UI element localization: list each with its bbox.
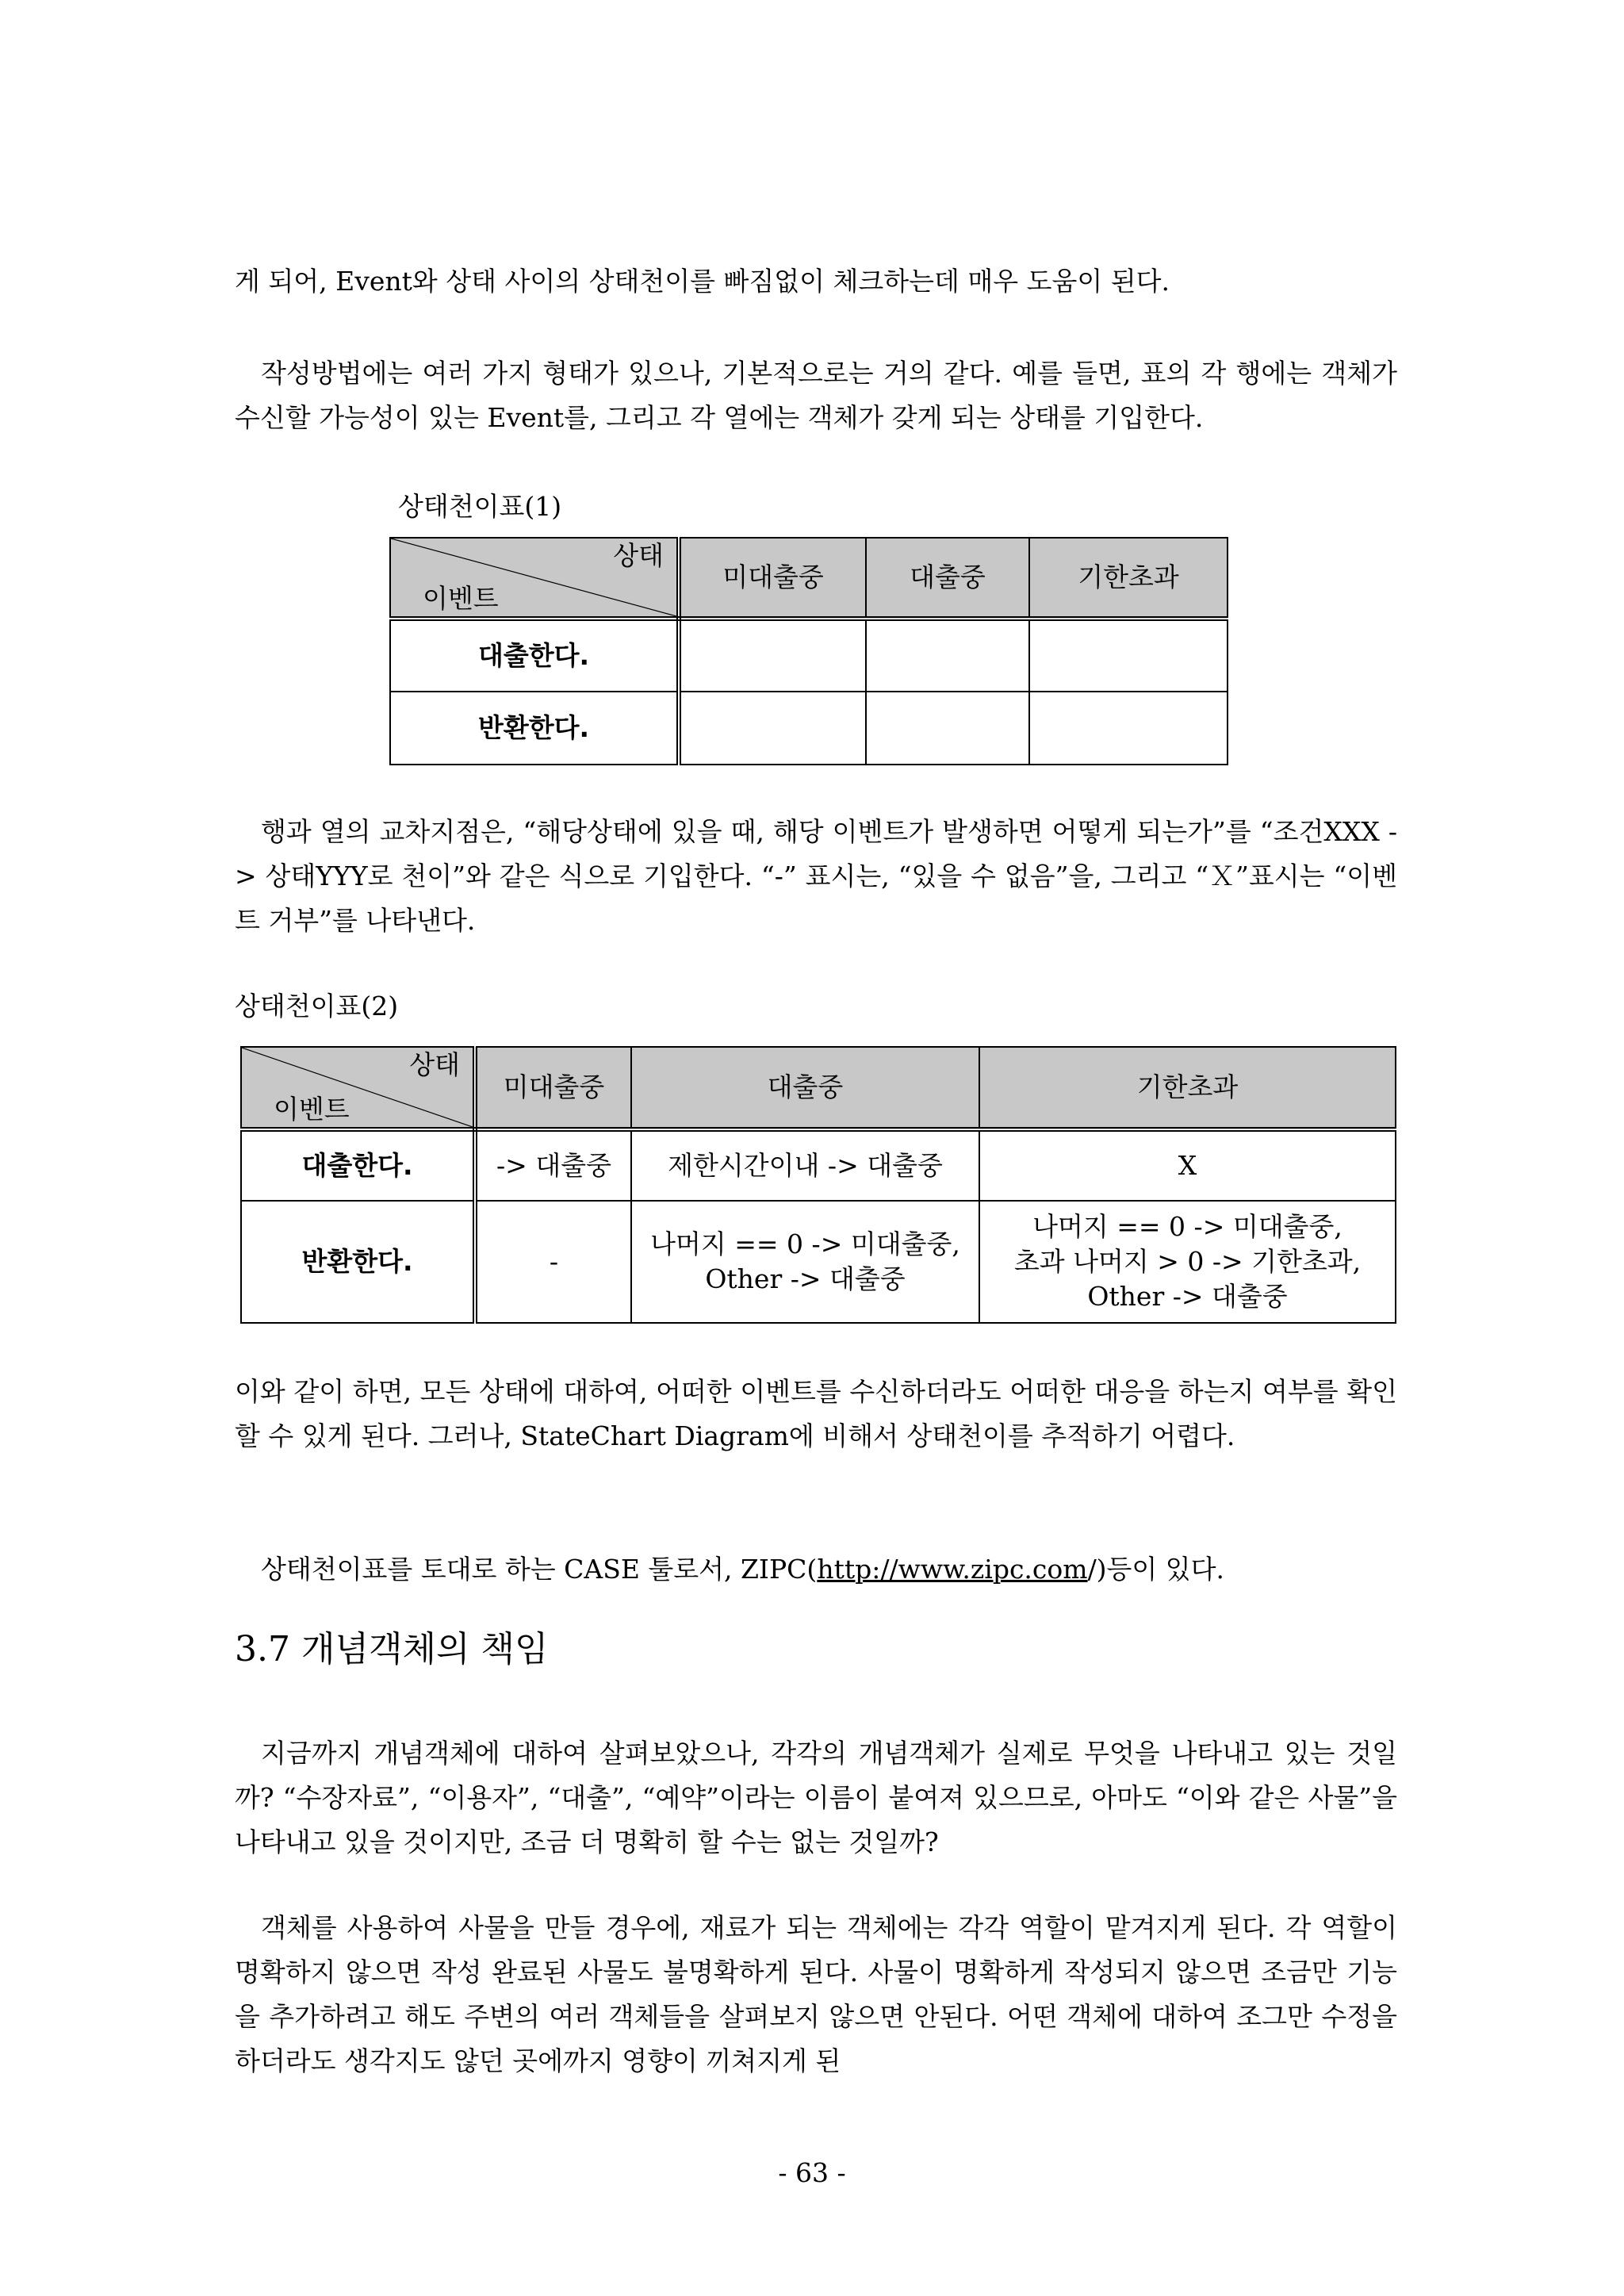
table-2-caption: 상태천이표(2) <box>235 991 399 1022</box>
table-cell <box>979 1201 1396 1323</box>
table-row <box>390 619 1228 692</box>
section-heading: 3.7 개념객체의 책임 <box>235 1629 549 1669</box>
cell-line: 초과 나머지 > 0 -> 기한초과, <box>1013 1246 1362 1277</box>
paragraph-6: 지금까지 개념객체에 대하여 살펴보았으나, 각각의 개념객체가 실제로 무엇을 나타내고 있는 것일까? “수장자료”, “이용자”, “대출”, “예약”이라는 이름이 붙여져 있으므로, 아마도 “이와 같은 사물”을 나타내고 있을 것이지만, 조금 더 명확히 할 수는 없는 것일까? <box>235 1738 1397 1857</box>
page-number: - 63 - <box>778 2157 846 2188</box>
column-header: 대출중 <box>631 1047 979 1129</box>
table-1-header-row <box>390 538 1228 619</box>
corner-state-label: 상태 <box>613 540 664 571</box>
paragraph-5-text-after: /)등이 있다. <box>1087 1554 1225 1585</box>
cell-line: 나머지 == 0 -> 미대출중, <box>650 1228 960 1259</box>
table-row <box>390 692 1228 765</box>
table-cell <box>1029 619 1228 692</box>
column-header: 미대출중 <box>475 1047 631 1129</box>
paragraph-4: 이와 같이 하면, 모든 상태에 대하여, 어떠한 이벤트를 수신하더라도 어떠한 대응을 하는지 여부를 확인할 수 있게 된다. 그러나, StateChart Diagram에 비해서 상태천이를 추적하기 어렵다. <box>235 1376 1397 1451</box>
row-event-label: 대출한다. <box>241 1129 475 1201</box>
cell-line: Other -> 대출중 <box>1087 1281 1288 1312</box>
table-row <box>241 1201 1396 1323</box>
state-transition-table-1 <box>389 537 1228 765</box>
table-cell <box>866 692 1029 765</box>
table-cell <box>679 692 866 765</box>
table-1-caption: 상태천이표(1) <box>398 491 562 522</box>
table-2-corner-cell <box>241 1047 475 1129</box>
table-cell: 제한시간이내 -> 대출중 <box>631 1129 979 1201</box>
paragraph-1: 게 되어, Event와 상태 사이의 상태천이를 빠짐없이 체크하는데 매우 도움이 된다. <box>235 266 1170 297</box>
paragraph-7: 객체를 사용하여 사물을 만들 경우에, 재료가 되는 객체에는 각각 역할이 맡겨지게 된다. 각 역할이 명확하지 않으면 작성 완료된 사물도 불명확하게 된다. 사물이 명확하게 작성되지 않으면 조금만 기능을 추가하려고 해도 주변의 여러 객체들을 살펴보지 않으면 안된다. 어떤 객체에 대하여 조그만 수정을 하더라도 생각지도 않던 곳에까지 영향이 끼쳐지게 된 <box>235 1912 1397 2076</box>
table-2-header-row <box>241 1047 1396 1129</box>
paragraph-2: 작성방법에는 여러 가지 형태가 있으나, 기본적으로는 거의 같다. 예를 들면, 표의 각 행에는 객체가 수신할 가능성이 있는 Event를, 그리고 각 열에는 객체가 갖게 되는 상태를 기입한다. <box>235 358 1397 433</box>
column-header: 기한초과 <box>1029 538 1228 619</box>
table-cell: - <box>475 1201 631 1323</box>
cell-line: Other -> 대출중 <box>705 1263 906 1294</box>
table-cell: X <box>979 1129 1396 1201</box>
cell-line: 나머지 == 0 -> 미대출중, <box>1032 1211 1342 1242</box>
state-transition-table-2 <box>240 1046 1396 1324</box>
paragraph-5 <box>235 1547 1397 1592</box>
table-cell <box>631 1201 979 1323</box>
column-header: 대출중 <box>866 538 1029 619</box>
column-header: 미대출중 <box>679 538 866 619</box>
table-row <box>241 1129 1396 1201</box>
corner-event-label: 이벤트 <box>423 583 499 614</box>
row-event-label: 반환한다. <box>390 692 679 765</box>
table-cell: -> 대출중 <box>475 1129 631 1201</box>
table-cell <box>679 619 866 692</box>
corner-state-label: 상태 <box>409 1049 460 1080</box>
table-1-corner-cell <box>390 538 679 619</box>
row-event-label: 대출한다. <box>390 619 679 692</box>
row-event-label: 반환한다. <box>241 1201 475 1323</box>
table-cell <box>866 619 1029 692</box>
zipc-link[interactable]: http://www.zipc.com <box>817 1554 1088 1585</box>
column-header: 기한초과 <box>979 1047 1396 1129</box>
corner-event-label: 이벤트 <box>274 1094 350 1125</box>
paragraph-5-text-before: 상태천이표를 토대로 하는 CASE 툴로서, ZIPC( <box>261 1554 818 1585</box>
paragraph-3: 행과 열의 교차지점은, “해당상태에 있을 때, 해당 이벤트가 발생하면 어떻게 되는가”를 “조건XXX -> 상태YYY로 천이”와 같은 식으로 기입한다. “-” 표시는, “있을 수 없음”을, 그리고 “Ｘ”표시는 “이벤트 거부”를 나타낸다. <box>235 816 1397 936</box>
table-cell <box>1029 692 1228 765</box>
